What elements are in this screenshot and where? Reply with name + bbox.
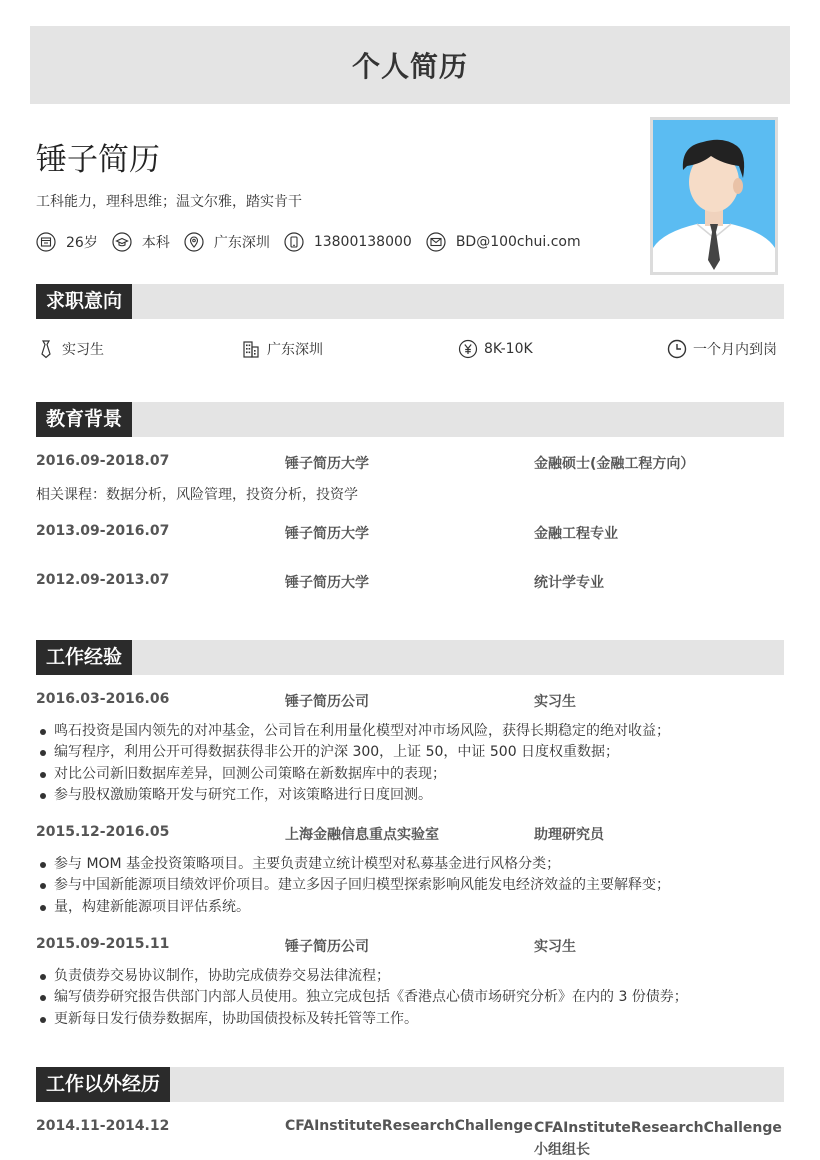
education-major: 金融硕士(金融工程方向） [534, 456, 695, 472]
education-row [36, 523, 784, 545]
work-row [36, 691, 784, 713]
contact-location-text: 广东深圳 [213, 235, 270, 251]
work-role: 实习生 [534, 694, 576, 710]
work-company: 锤子简历公司 [285, 939, 369, 955]
list-item: 编写程序，利用公开可得数据获得非公开的沪深 300，上证 50，中证 500 日度权重数据； [36, 742, 784, 763]
extra-org: CFAInstituteResearchChallenge [285, 1118, 533, 1134]
section-education-title: 教育背景 [36, 402, 132, 437]
section-education [36, 402, 784, 437]
contact-age [36, 232, 98, 252]
contact-list [36, 231, 595, 253]
graduation-cap-icon [112, 232, 132, 252]
work-period: 2015.09-2015.11 [36, 936, 170, 952]
intent-salary [458, 338, 533, 360]
avatar-illustration [653, 120, 775, 272]
candidate-tagline: 工科能力，理科思维；温文尔雅，踏实肯干 [36, 194, 302, 210]
building-icon [241, 339, 261, 359]
work-period: 2015.12-2016.05 [36, 824, 170, 840]
education-major: 统计学专业 [534, 575, 604, 591]
education-major: 金融工程专业 [534, 526, 618, 542]
section-work-title: 工作经验 [36, 640, 132, 675]
page-header [30, 26, 790, 104]
contact-phone-text: 13800138000 [313, 234, 412, 250]
section-extra [36, 1067, 784, 1102]
list-item: 更新每日发行债券数据库，协助国债投标及转托管等工作。 [36, 1009, 784, 1030]
contact-age-text: 26岁 [66, 235, 98, 251]
work-duties [36, 966, 784, 1030]
education-row [36, 572, 784, 594]
avatar [650, 117, 778, 275]
page-title: 个人简历 [351, 50, 468, 83]
work-row [36, 936, 784, 958]
work-row [36, 824, 784, 846]
intent-position [36, 338, 104, 360]
education-period: 2012.09-2013.07 [36, 572, 170, 588]
intent-availability [667, 338, 777, 360]
list-item: 对比公司新旧数据库差异，回测公司策略在新数据库中的表现； [36, 764, 784, 785]
contact-phone [284, 232, 412, 252]
list-item: 参与中国新能源项目绩效评价项目。建立多因子回归模型探索影响风能发电经济效益的主要解释变； [36, 875, 784, 896]
work-duties [36, 854, 784, 918]
work-company: 上海金融信息重点实验室 [285, 827, 439, 843]
contact-location [184, 232, 270, 252]
contact-email-text: BD@100chui.com [455, 234, 581, 250]
intent-city [241, 338, 323, 360]
extra-period: 2014.11-2014.12 [36, 1118, 170, 1134]
section-extra-title: 工作以外经历 [36, 1067, 170, 1102]
work-role: 实习生 [534, 939, 576, 955]
mail-icon [426, 232, 446, 252]
tie-icon [36, 339, 56, 359]
intent-position-text: 实习生 [62, 342, 104, 358]
education-school: 锤子简历大学 [285, 456, 369, 472]
intent-availability-text: 一个月内到岗 [693, 342, 777, 358]
intent-city-text: 广东深圳 [267, 342, 323, 358]
clock-icon [667, 339, 687, 359]
location-pin-icon [184, 232, 204, 252]
phone-icon [284, 232, 304, 252]
extra-role: CFAInstituteResearchChallenge小组组长 [534, 1120, 782, 1158]
list-item: 鸣石投资是国内领先的对冲基金，公司旨在利用量化模型对冲市场风险，获得长期稳定的绝对收益； [36, 721, 784, 742]
contact-degree [112, 232, 170, 252]
intent-salary-text: 8K-10K [484, 341, 533, 357]
section-work [36, 640, 784, 675]
contact-email [426, 232, 581, 252]
yen-icon [458, 339, 478, 359]
list-item: 参与 MOM 基金投资策略项目。主要负责建立统计模型对私募基金进行风格分类； [36, 854, 784, 875]
candidate-name: 锤子简历 [36, 142, 160, 178]
education-period: 2013.09-2016.07 [36, 523, 170, 539]
work-period: 2016.03-2016.06 [36, 691, 170, 707]
work-company: 锤子简历公司 [285, 694, 369, 710]
education-period: 2016.09-2018.07 [36, 453, 170, 469]
list-item: 量，构建新能源项目评估系统。 [36, 897, 784, 918]
list-item: 负责债券交易协议制作，协助完成债券交易法律流程； [36, 966, 784, 987]
section-intent [36, 284, 784, 319]
education-row [36, 453, 784, 475]
list-item: 编写债券研究报告供部门内部人员使用。独立完成包括《香港点心债市场研究分析》在内的 3 份债券； [36, 987, 784, 1008]
education-school: 锤子简历大学 [285, 575, 369, 591]
list-item: 参与股权激励策略开发与研究工作，对该策略进行日度回测。 [36, 785, 784, 806]
calendar-icon [36, 232, 56, 252]
education-courses: 相关课程：数据分析，风险管理，投资分析，投资学 [36, 487, 358, 503]
work-duties [36, 721, 784, 806]
work-role: 助理研究员 [534, 827, 604, 843]
section-intent-title: 求职意向 [36, 284, 132, 319]
education-school: 锤子简历大学 [285, 526, 369, 542]
contact-degree-text: 本科 [141, 235, 170, 251]
